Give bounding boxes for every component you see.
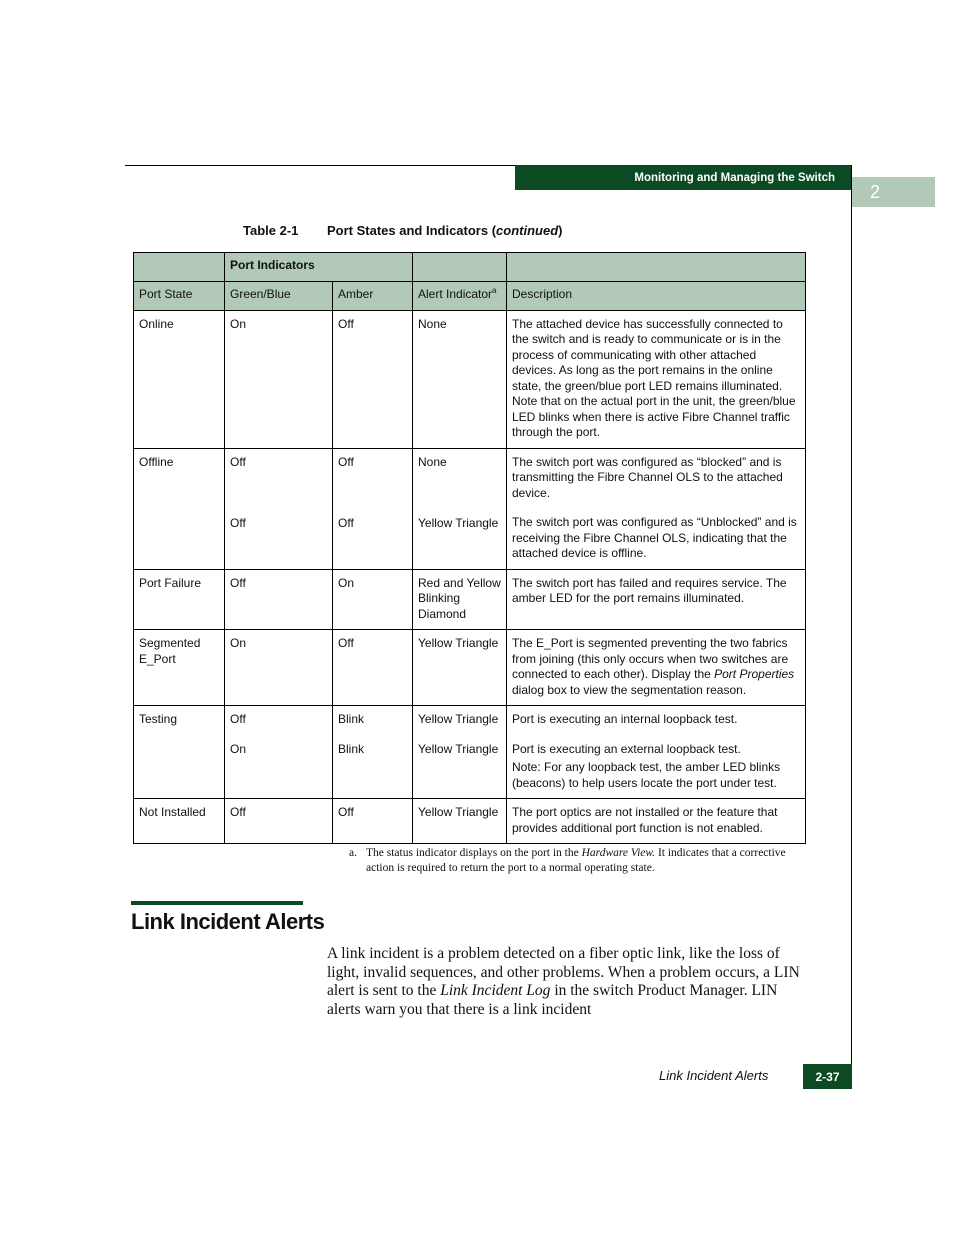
page-number: 2-37: [803, 1064, 852, 1089]
column-header-green-blue: Green/Blue: [225, 282, 333, 311]
alert-cell: None Yellow Triangle: [413, 448, 507, 569]
green-blue-cell: Off: [225, 569, 333, 630]
green-blue-cell: Off On: [225, 706, 333, 799]
table-caption: [243, 223, 563, 238]
header-cell-empty: [413, 253, 507, 282]
header-rule: [125, 165, 515, 166]
green-blue-cell: Off Off: [225, 448, 333, 569]
header-cell-empty: [507, 253, 806, 282]
footnote-text: The status indicator displays on the port in the Hardware View. It indicates that a corrective action is required to return the port to a normal operating state.: [366, 847, 786, 874]
chapter-number: 2: [870, 181, 881, 202]
table-number: Table 2-1: [243, 223, 299, 238]
amber-cell: On: [333, 569, 413, 630]
amber-cell: Off Off: [333, 448, 413, 569]
port-states-table: [133, 252, 806, 844]
alert-cell: Yellow Triangle: [413, 799, 507, 844]
footnote-label: a.: [349, 847, 357, 859]
header-cell-empty: [134, 253, 225, 282]
footer-section-label: Link Incident Alerts: [659, 1068, 769, 1083]
table-footnote: [349, 846, 809, 875]
table-title: Port States and Indicators (: [327, 223, 497, 238]
green-blue-cell: On: [225, 630, 333, 706]
table-row: [134, 448, 806, 569]
state-cell: Testing: [134, 706, 225, 799]
alert-cell: Red and Yellow Blinking Diamond: [413, 569, 507, 630]
alert-cell: Yellow Triangle: [413, 630, 507, 706]
section-title: Link Incident Alerts: [131, 909, 325, 934]
description-cell: The attached device has successfully connected to the switch and is ready to communicate or is in the process of communicating with other attached devices. As long as the port remains in the online state, the green/blue port LED remains illuminated. Note that on the actual port in the unit, the green/blue LED blinks when there is active Fibre Channel traffic through the port.: [507, 310, 806, 448]
column-header-alert-indicator: Alert Indicator$^a$: [413, 282, 507, 311]
body-paragraph: A link incident is a problem detected on a fiber optic link, like the loss of light, invalid sequences, and other problems. When a problem occurs, a LIN alert is sent to the Link Incident Log in the switch Product Manager. LIN alerts warn you that there is a link incident: [327, 945, 800, 1019]
table-row: [134, 706, 806, 799]
section-rule: [131, 901, 303, 905]
alert-cell: Yellow Triangle Yellow Triangle: [413, 706, 507, 799]
running-header: [515, 165, 852, 190]
column-header-description: Description: [507, 282, 806, 311]
table-row: [134, 569, 806, 630]
header-port-indicators: Port Indicators: [225, 253, 413, 282]
column-header-amber: Amber: [333, 282, 413, 311]
green-blue-cell: Off: [225, 799, 333, 844]
chapter-tab: [852, 177, 935, 207]
table-continued: continued: [496, 223, 559, 238]
green-blue-cell: On: [225, 310, 333, 448]
margin-rule: [851, 165, 852, 1089]
amber-cell: Off: [333, 310, 413, 448]
table-row: [134, 310, 806, 448]
description-cell: The switch port has failed and requires service. The amber LED for the port remains illuminated.: [507, 569, 806, 630]
table-row: [134, 630, 806, 706]
amber-cell: Blink Blink: [333, 706, 413, 799]
footnote-mark: a: [492, 286, 497, 295]
description-cell: The port optics are not installed or the feature that provides additional port function is not enabled.: [507, 799, 806, 844]
alert-cell: None: [413, 310, 507, 448]
running-title: Monitoring and Managing the Switch: [634, 171, 835, 184]
description-cell: The E_Port is segmented preventing the two fabrics from joining (this only occurs when two switches are connected to each other). Display the Port Properties dialog box to view the segmentation reason.: [507, 630, 806, 706]
table-column-header-row: [134, 282, 806, 311]
state-cell: Port Failure: [134, 569, 225, 630]
table-row: [134, 799, 806, 844]
description-cell: The switch port was configured as “blocked” and is transmitting the Fibre Channel OLS to the attached device. The switch port was configured as “Unblocked” and is receiving the Fibre Channel OLS, indicating that the attached device is offline.: [507, 448, 806, 569]
table-group-header-row: [134, 253, 806, 282]
column-header-port-state: Port State: [134, 282, 225, 311]
state-cell: Not Installed: [134, 799, 225, 844]
table-title-close: ): [558, 223, 563, 238]
loopback-note: Note: For any loopback test, the amber LED blinks (beacons) to help users locate the port under test.: [512, 760, 781, 790]
description-cell: Port is executing an internal loopback test. Port is executing an external loopback test. Note: For any loopback test, the amber LED blinks (beacons) to help users locate the port under test.: [507, 706, 806, 799]
state-cell: Offline: [134, 448, 225, 569]
amber-cell: Off: [333, 630, 413, 706]
amber-cell: Off: [333, 799, 413, 844]
state-cell: Segmented E_Port: [134, 630, 225, 706]
state-cell: Online: [134, 310, 225, 448]
